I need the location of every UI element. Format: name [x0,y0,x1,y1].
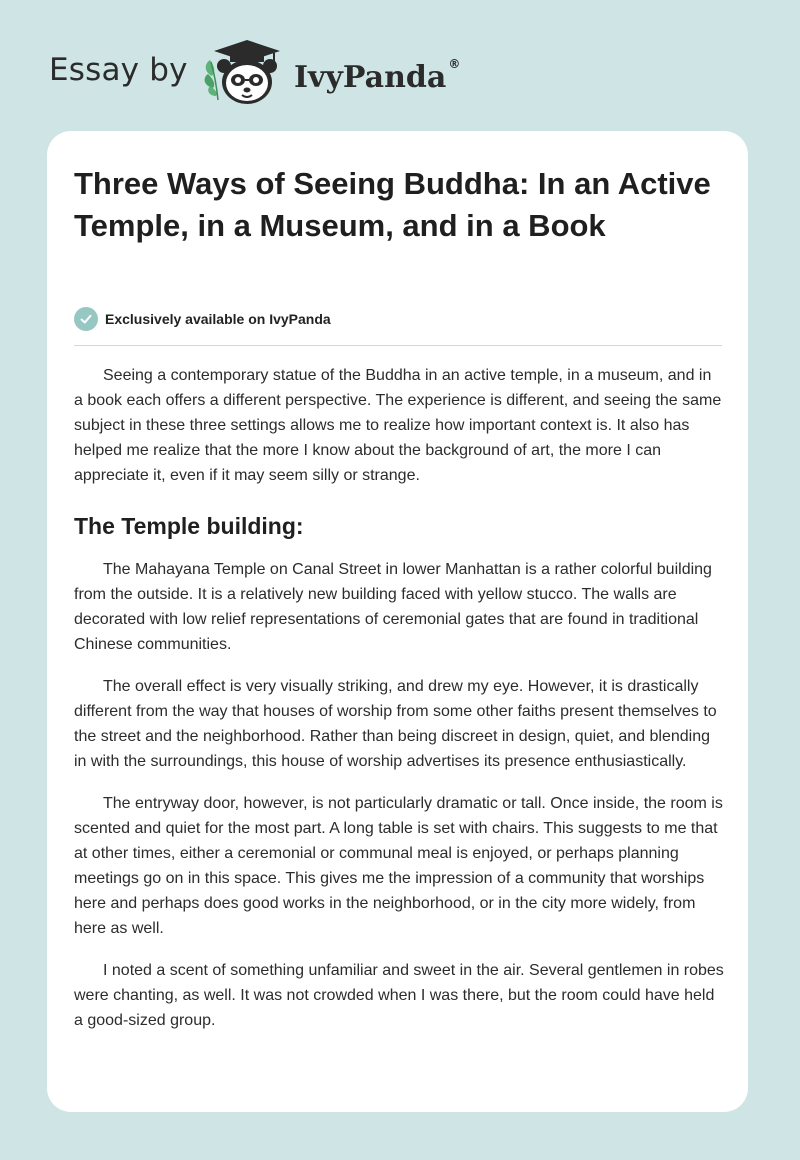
essay-by-label: Essay by [49,52,188,88]
essay-body [74,363,724,1050]
leaf-icon [205,60,218,100]
brand-logo-text[interactable] [294,52,460,98]
body-paragraph: The entryway door, however, is not particularly dramatic or tall. Once inside, the room is scented and quiet for the most part. A long table is set with chairs. This suggests to me that at other times, either a ceremonial or communal meal is enjoyed, or perhaps planning meetings go on in this space. This gives me the impression of a community that worships here and perhaps does good works in the neighborhood, or in the city more widely, from here as well. [74,795,723,937]
registered-mark: ® [448,57,461,71]
exclusive-badge [74,306,331,332]
brand-name: IvyPanda [294,60,447,95]
body-paragraph: The Mahayana Temple on Canal Street in lower Manhattan is a rather colorful building from the outside. It is a relatively new building faced with yellow stucco. The walls are decorated with low relief representations of ceremonial gates that are found in traditional Chinese communities. [74,561,712,653]
exclusive-label: Exclusively available on IvyPanda [105,311,331,327]
panda-graduate-icon[interactable] [200,36,292,108]
check-badge-icon [74,307,98,331]
body-paragraph: I noted a scent of something unfamiliar and sweet in the air. Several gentlemen in robes were chanting, as well. It was not crowded when I was there, but the room could have held a good-sized group. [74,962,724,1029]
site-header [0,0,800,130]
essay-card [47,131,748,1112]
divider [74,345,722,346]
essay-title: Three Ways of Seeing Buddha: In an Active Temple, in a Museum, and in a Book [74,166,711,243]
intro-paragraph: Seeing a contemporary statue of the Buddha in an active temple, in a museum, and in a book each offers a different perspective. The experience is different, and seeing the same subject in these three settings allows me to realize how important context is. It also has helped me realize that the more I know about the background of art, the more I can appreciate it, even if it may seem silly or strange. [74,367,722,484]
body-paragraph: The overall effect is very visually striking, and drew my eye. However, it is drastically different from the way that houses of worship from some other faiths present themselves to the street and the neighborhood. Rather than being discreet in design, quiet, and blending in with the surroundings, this house of worship advertises its presence enthusiastically. [74,678,717,770]
section-heading: The Temple building: [74,513,304,539]
